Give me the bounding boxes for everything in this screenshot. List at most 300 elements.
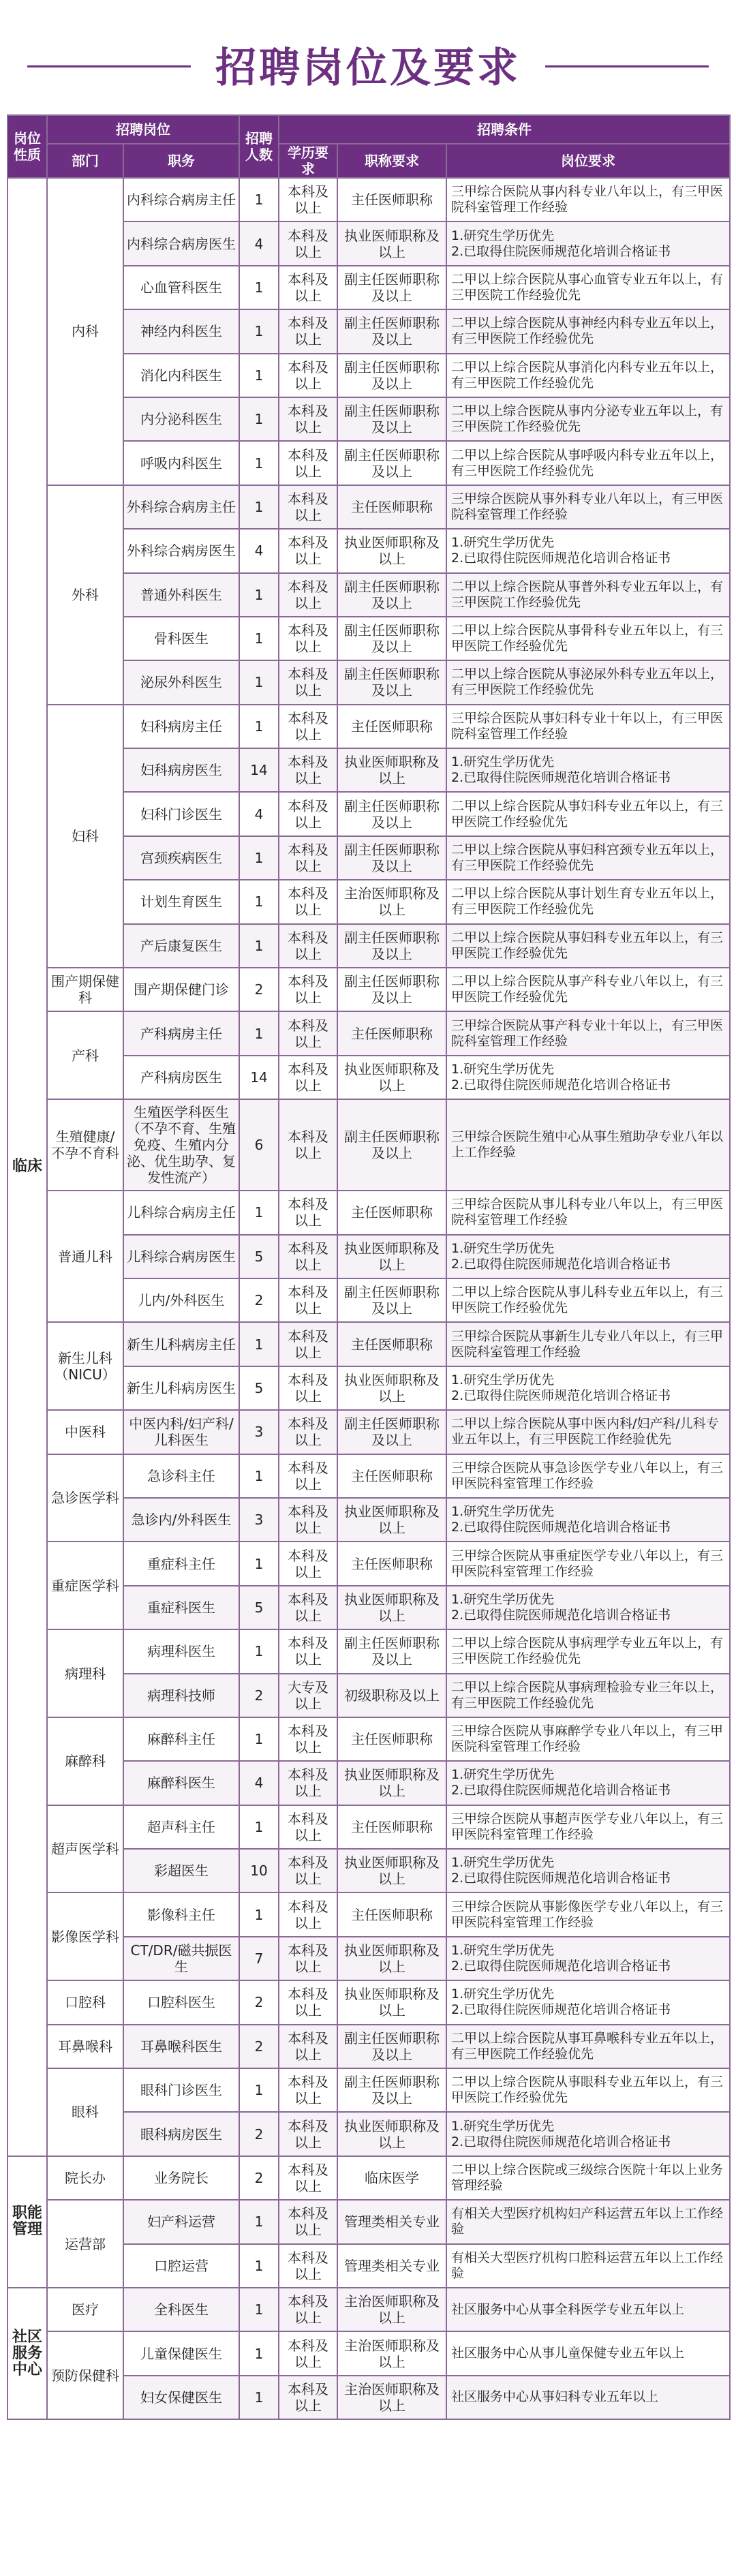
cell-req: 1.研究生学历优先 2.已取得住院医师规范化培训合格证书	[446, 1235, 730, 1278]
cell-duty: 妇产科运营	[123, 2200, 239, 2243]
table-header	[7, 115, 730, 178]
table-row	[7, 1322, 730, 1366]
cell-duty: 宫颈疾病医生	[123, 836, 239, 880]
cell-req: 1.研究生学历优先 2.已取得住院医师规范化培训合格证书	[446, 1937, 730, 1980]
cell-edu: 本科及以上	[279, 924, 337, 968]
cell-req: 二甲以上综合医院或三级综合医院十年以上业务管理经验	[446, 2156, 730, 2200]
cell-rank: 执业医师职称及以上	[337, 748, 446, 792]
cell-count: 1	[239, 617, 279, 660]
cell-edu: 本科及以上	[279, 221, 337, 265]
cell-edu: 本科及以上	[279, 1761, 337, 1805]
cell-req: 1.研究生学历优先 2.已取得住院医师规范化培训合格证书	[446, 748, 730, 792]
table-row	[7, 1629, 730, 1673]
cell-edu: 本科及以上	[279, 178, 337, 221]
table-row	[7, 1454, 730, 1498]
cell-edu: 本科及以上	[279, 1011, 337, 1055]
header-conditions: 招聘条件	[279, 115, 730, 144]
cell-dept: 围产期保健科	[47, 968, 123, 1011]
header-position-group: 招聘岗位	[47, 115, 239, 144]
cell-count: 2	[239, 2156, 279, 2200]
table-row	[7, 1191, 730, 1234]
cell-dept: 妇科	[47, 705, 123, 968]
cell-req: 二甲以上综合医院从事骨科专业五年以上，有三甲医院工作经验优先	[446, 617, 730, 660]
cell-dept: 眼科	[47, 2068, 123, 2156]
cell-edu: 本科及以上	[279, 1586, 337, 1629]
cell-duty: 急诊科主任	[123, 1454, 239, 1498]
cell-count: 5	[239, 1235, 279, 1278]
cell-duty: CT/DR/磁共振医生	[123, 1937, 239, 1980]
cell-count: 1	[239, 1892, 279, 1936]
cell-duty: 内分泌科医生	[123, 397, 239, 441]
title-divider-right	[545, 65, 709, 67]
cell-rank: 管理类相关专业	[337, 2200, 446, 2243]
cell-count: 1	[239, 485, 279, 529]
table-row	[7, 2156, 730, 2200]
cell-edu: 本科及以上	[279, 1892, 337, 1936]
cell-duty: 产科病房主任	[123, 1011, 239, 1055]
table-row	[7, 1542, 730, 1585]
table-row	[7, 2331, 730, 2375]
cell-edu: 本科及以上	[279, 2244, 337, 2288]
cell-edu: 大专及以上	[279, 1674, 337, 1717]
cell-req: 社区服务中心从事儿童保健专业五年以上	[446, 2331, 730, 2375]
cell-rank: 副主任医师职称及以上	[337, 1278, 446, 1322]
cell-req: 二甲以上综合医院从事产科专业八年以上，有三甲医院工作经验优先	[446, 968, 730, 1011]
cell-count: 1	[239, 573, 279, 617]
table-row	[7, 1805, 730, 1849]
cell-edu: 本科及以上	[279, 1056, 337, 1099]
cell-rank: 副主任医师职称及以上	[337, 924, 446, 968]
cell-duty: 全科医生	[123, 2288, 239, 2331]
cell-dept: 外科	[47, 485, 123, 705]
cell-count: 2	[239, 2025, 279, 2068]
cell-duty: 妇科病房医生	[123, 748, 239, 792]
cell-duty: 内科综合病房医生	[123, 221, 239, 265]
cell-edu: 本科及以上	[279, 573, 337, 617]
cell-edu: 本科及以上	[279, 1937, 337, 1980]
cell-req: 二甲以上综合医院从事消化内科专业五年以上，有三甲医院工作经验优先	[446, 354, 730, 397]
cell-count: 1	[239, 178, 279, 221]
cell-rank: 执业医师职称及以上	[337, 1235, 446, 1278]
cell-duty: 产科病房医生	[123, 1056, 239, 1099]
cell-count: 1	[239, 2331, 279, 2375]
cell-dept: 麻醉科	[47, 1717, 123, 1805]
cell-edu: 本科及以上	[279, 309, 337, 353]
cell-req: 1.研究生学历优先 2.已取得住院医师规范化培训合格证书	[446, 529, 730, 572]
table-row	[7, 1011, 730, 1055]
table-row	[7, 1410, 730, 1454]
cell-count: 5	[239, 1586, 279, 1629]
cell-duty: 外科综合病房主任	[123, 485, 239, 529]
header-duty: 职务	[123, 144, 239, 178]
cell-count: 3	[239, 1410, 279, 1454]
cell-rank: 执业医师职称及以上	[337, 1586, 446, 1629]
cell-duty: 外科综合病房医生	[123, 529, 239, 572]
cell-edu: 本科及以上	[279, 748, 337, 792]
cell-edu: 本科及以上	[279, 2025, 337, 2068]
cell-count: 14	[239, 1056, 279, 1099]
cell-nature: 临床	[7, 178, 47, 2156]
cell-dept: 口腔科	[47, 1980, 123, 2024]
cell-edu: 本科及以上	[279, 617, 337, 660]
cell-edu: 本科及以上	[279, 1629, 337, 1673]
cell-req: 二甲以上综合医院从事内分泌专业五年以上，有三甲医院工作经验优先	[446, 397, 730, 441]
cell-duty: 眼科病房医生	[123, 2112, 239, 2156]
cell-edu: 本科及以上	[279, 660, 337, 704]
cell-req: 二甲以上综合医院从事病理检验专业三年以上，有三甲医院工作经验优先	[446, 1674, 730, 1717]
cell-duty: 眼科门诊医生	[123, 2068, 239, 2112]
table-row	[7, 705, 730, 748]
cell-edu: 本科及以上	[279, 1805, 337, 1849]
cell-count: 6	[239, 1099, 279, 1191]
cell-req: 三甲综合医院从事急诊医学专业八年以上，有三甲医院科室管理工作经验	[446, 1454, 730, 1498]
cell-duty: 内科综合病房主任	[123, 178, 239, 221]
table-body	[7, 178, 730, 2419]
cell-req: 二甲以上综合医院从事计划生育专业五年以上，有三甲医院工作经验优先	[446, 880, 730, 923]
cell-edu: 本科及以上	[279, 1542, 337, 1585]
cell-rank: 主任医师职称	[337, 1322, 446, 1366]
cell-count: 2	[239, 968, 279, 1011]
cell-dept: 病理科	[47, 1629, 123, 1717]
table-row	[7, 2288, 730, 2331]
cell-count: 1	[239, 2376, 279, 2419]
page-title: 招聘岗位及要求	[215, 44, 521, 92]
cell-req: 三甲综合医院从事儿科专业八年以上，有三甲医院科室管理工作经验	[446, 1191, 730, 1234]
cell-req: 社区服务中心从事全科医学专业五年以上	[446, 2288, 730, 2331]
cell-req: 三甲综合医院从事超声医学专业八年以上，有三甲医院科室管理工作经验	[446, 1805, 730, 1849]
cell-count: 1	[239, 1322, 279, 1366]
cell-edu: 本科及以上	[279, 266, 337, 309]
cell-req: 三甲综合医院从事重症医学专业八年以上，有三甲医院科室管理工作经验	[446, 1542, 730, 1585]
cell-count: 2	[239, 1674, 279, 1717]
cell-req: 二甲以上综合医院从事妇科宫颈专业五年以上，有三甲医院工作经验优先	[446, 836, 730, 880]
cell-duty: 骨科医生	[123, 617, 239, 660]
cell-rank: 执业医师职称及以上	[337, 2112, 446, 2156]
cell-edu: 本科及以上	[279, 1498, 337, 1542]
cell-req: 二甲以上综合医院从事病理学专业五年以上，有三甲医院工作经验优先	[446, 1629, 730, 1673]
cell-count: 7	[239, 1937, 279, 1980]
cell-rank: 主任医师职称	[337, 1717, 446, 1761]
cell-req: 二甲以上综合医院从事泌尿外科专业五年以上，有三甲医院工作经验优先	[446, 660, 730, 704]
cell-req: 有相关大型医疗机构口腔科运营五年以上工作经验	[446, 2244, 730, 2288]
cell-duty: 儿内/外科医生	[123, 1278, 239, 1322]
cell-rank: 执业医师职称及以上	[337, 1849, 446, 1892]
cell-rank: 执业医师职称及以上	[337, 1056, 446, 1099]
cell-rank: 执业医师职称及以上	[337, 1761, 446, 1805]
cell-dept: 超声医学科	[47, 1805, 123, 1893]
cell-rank: 副主任医师职称及以上	[337, 266, 446, 309]
cell-rank: 副主任医师职称及以上	[337, 1629, 446, 1673]
cell-edu: 本科及以上	[279, 1366, 337, 1410]
cell-edu: 本科及以上	[279, 880, 337, 923]
cell-rank: 副主任医师职称及以上	[337, 617, 446, 660]
cell-rank: 主任医师职称	[337, 1542, 446, 1585]
cell-count: 10	[239, 1849, 279, 1892]
cell-dept: 医疗	[47, 2288, 123, 2331]
cell-count: 2	[239, 2112, 279, 2156]
cell-nature: 职能管理	[7, 2156, 47, 2288]
cell-duty: 口腔运营	[123, 2244, 239, 2288]
cell-rank: 执业医师职称及以上	[337, 1498, 446, 1542]
cell-count: 1	[239, 836, 279, 880]
cell-edu: 本科及以上	[279, 1454, 337, 1498]
cell-rank: 主治医师职称及以上	[337, 2331, 446, 2375]
cell-count: 1	[239, 2068, 279, 2112]
cell-edu: 本科及以上	[279, 1410, 337, 1454]
cell-count: 1	[239, 1191, 279, 1234]
table-row	[7, 2025, 730, 2068]
cell-dept: 产科	[47, 1011, 123, 1099]
cell-duty: 耳鼻喉科医生	[123, 2025, 239, 2068]
cell-duty: 儿科综合病房主任	[123, 1191, 239, 1234]
cell-edu: 本科及以上	[279, 1191, 337, 1234]
cell-duty: 妇科门诊医生	[123, 792, 239, 835]
cell-rank: 副主任医师职称及以上	[337, 792, 446, 835]
cell-duty: 彩超医生	[123, 1849, 239, 1892]
cell-rank: 主任医师职称	[337, 705, 446, 748]
table-row	[7, 2068, 730, 2112]
table-row	[7, 1892, 730, 1936]
header-req: 岗位要求	[446, 144, 730, 178]
cell-count: 14	[239, 748, 279, 792]
cell-count: 4	[239, 792, 279, 835]
cell-count: 3	[239, 1498, 279, 1542]
cell-edu: 本科及以上	[279, 2288, 337, 2331]
cell-edu: 本科及以上	[279, 968, 337, 1011]
cell-rank: 副主任医师职称及以上	[337, 397, 446, 441]
cell-count: 1	[239, 660, 279, 704]
cell-edu: 本科及以上	[279, 2156, 337, 2200]
cell-req: 1.研究生学历优先 2.已取得住院医师规范化培训合格证书	[446, 1761, 730, 1805]
cell-edu: 本科及以上	[279, 1235, 337, 1278]
cell-dept: 内科	[47, 178, 123, 485]
cell-rank: 执业医师职称及以上	[337, 1366, 446, 1410]
cell-edu: 本科及以上	[279, 354, 337, 397]
cell-edu: 本科及以上	[279, 2376, 337, 2419]
cell-count: 1	[239, 309, 279, 353]
cell-edu: 本科及以上	[279, 2331, 337, 2375]
cell-req: 二甲以上综合医院从事心血管专业五年以上，有三甲医院工作经验优先	[446, 266, 730, 309]
cell-rank: 主任医师职称	[337, 1805, 446, 1849]
cell-duty: 产后康复医生	[123, 924, 239, 968]
cell-rank: 主任医师职称	[337, 1454, 446, 1498]
cell-edu: 本科及以上	[279, 485, 337, 529]
cell-count: 1	[239, 2200, 279, 2243]
cell-duty: 业务院长	[123, 2156, 239, 2200]
cell-edu: 本科及以上	[279, 792, 337, 835]
cell-edu: 本科及以上	[279, 1849, 337, 1892]
cell-dept: 影像医学科	[47, 1892, 123, 1980]
cell-rank: 副主任医师职称及以上	[337, 836, 446, 880]
cell-req: 1.研究生学历优先 2.已取得住院医师规范化培训合格证书	[446, 2112, 730, 2156]
cell-duty: 麻醉科医生	[123, 1761, 239, 1805]
cell-rank: 主任医师职称	[337, 1011, 446, 1055]
cell-req: 二甲以上综合医院从事妇科专业五年以上，有三甲医院工作经验优先	[446, 792, 730, 835]
cell-count: 1	[239, 266, 279, 309]
cell-duty: 呼吸内科医生	[123, 441, 239, 485]
cell-rank: 主任医师职称	[337, 178, 446, 221]
cell-req: 三甲综合医院从事麻醉学专业八年以上，有三甲医院科室管理工作经验	[446, 1717, 730, 1761]
cell-req: 1.研究生学历优先 2.已取得住院医师规范化培训合格证书	[446, 1980, 730, 2024]
cell-rank: 执业医师职称及以上	[337, 529, 446, 572]
cell-rank: 副主任医师职称及以上	[337, 660, 446, 704]
cell-count: 4	[239, 1761, 279, 1805]
header-edu: 学历要求	[279, 144, 337, 178]
cell-edu: 本科及以上	[279, 1099, 337, 1191]
cell-req: 1.研究生学历优先 2.已取得住院医师规范化培训合格证书	[446, 1849, 730, 1892]
cell-rank: 副主任医师职称及以上	[337, 1410, 446, 1454]
cell-req: 三甲综合医院从事外科专业八年以上，有三甲医院科室管理工作经验	[446, 485, 730, 529]
cell-rank: 管理类相关专业	[337, 2244, 446, 2288]
cell-rank: 执业医师职称及以上	[337, 1980, 446, 2024]
cell-duty: 急诊内/外科医生	[123, 1498, 239, 1542]
table-row	[7, 1980, 730, 2024]
cell-edu: 本科及以上	[279, 441, 337, 485]
cell-count: 1	[239, 1805, 279, 1849]
cell-req: 1.研究生学历优先 2.已取得住院医师规范化培训合格证书	[446, 1366, 730, 1410]
cell-duty: 超声科主任	[123, 1805, 239, 1849]
cell-count: 1	[239, 1717, 279, 1761]
cell-req: 三甲综合医院生殖中心从事生殖助孕专业八年以上工作经验	[446, 1099, 730, 1191]
cell-req: 二甲以上综合医院从事神经内科专业五年以上，有三甲医院工作经验优先	[446, 309, 730, 353]
table-row	[7, 178, 730, 221]
table-row	[7, 2200, 730, 2243]
title-area	[0, 0, 736, 123]
cell-edu: 本科及以上	[279, 705, 337, 748]
cell-duty: 重症科主任	[123, 1542, 239, 1585]
cell-count: 4	[239, 529, 279, 572]
cell-rank: 初级职称及以上	[337, 1674, 446, 1717]
cell-dept: 运营部	[47, 2200, 123, 2288]
cell-rank: 主任医师职称	[337, 485, 446, 529]
cell-rank: 副主任医师职称及以上	[337, 354, 446, 397]
cell-rank: 执业医师职称及以上	[337, 221, 446, 265]
cell-req: 二甲以上综合医院从事中医内科/妇产科/儿科专业五年以上，有三甲医院工作经验优先	[446, 1410, 730, 1454]
cell-req: 1.研究生学历优先 2.已取得住院医师规范化培训合格证书	[446, 1498, 730, 1542]
cell-duty: 泌尿外科医生	[123, 660, 239, 704]
cell-duty: 口腔科医生	[123, 1980, 239, 2024]
cell-count: 5	[239, 1366, 279, 1410]
cell-count: 2	[239, 1278, 279, 1322]
cell-count: 1	[239, 705, 279, 748]
table-row	[7, 485, 730, 529]
cell-rank: 副主任医师职称及以上	[337, 1099, 446, 1191]
table-row	[7, 968, 730, 1011]
header-rank: 职称要求	[337, 144, 446, 178]
cell-duty: 计划生育医生	[123, 880, 239, 923]
cell-req: 二甲以上综合医院从事儿科专业五年以上，有三甲医院工作经验优先	[446, 1278, 730, 1322]
cell-duty: 神经内科医生	[123, 309, 239, 353]
header-dept: 部门	[47, 144, 123, 178]
cell-nature: 社区服务中心	[7, 2288, 47, 2419]
cell-rank: 副主任医师职称及以上	[337, 2025, 446, 2068]
cell-count: 1	[239, 1454, 279, 1498]
cell-req: 三甲综合医院从事妇科专业十年以上，有三甲医院科室管理工作经验	[446, 705, 730, 748]
cell-duty: 病理科技师	[123, 1674, 239, 1717]
cell-edu: 本科及以上	[279, 529, 337, 572]
cell-duty: 中医内科/妇产科/儿科医生	[123, 1410, 239, 1454]
cell-duty: 妇女保健医生	[123, 2376, 239, 2419]
cell-duty: 心血管科医生	[123, 266, 239, 309]
cell-dept: 中医科	[47, 1410, 123, 1454]
cell-req: 有相关大型医疗机构妇产科运营五年以上工作经验	[446, 2200, 730, 2243]
cell-rank: 副主任医师职称及以上	[337, 2068, 446, 2112]
cell-duty: 消化内科医生	[123, 354, 239, 397]
recruitment-table	[7, 114, 731, 2420]
cell-dept: 耳鼻喉科	[47, 2025, 123, 2068]
table-row	[7, 1099, 730, 1191]
cell-req: 三甲综合医院从事内科专业八年以上，有三甲医院科室管理工作经验	[446, 178, 730, 221]
cell-req: 三甲综合医院从事影像医学专业八年以上，有三甲医院科室管理工作经验	[446, 1892, 730, 1936]
cell-duty: 病理科医生	[123, 1629, 239, 1673]
cell-count: 4	[239, 221, 279, 265]
cell-rank: 副主任医师职称及以上	[337, 309, 446, 353]
cell-count: 1	[239, 397, 279, 441]
cell-rank: 主任医师职称	[337, 1191, 446, 1234]
header-count: 招聘人数	[239, 115, 279, 178]
cell-req: 三甲综合医院从事新生儿专业八年以上，有三甲医院科室管理工作经验	[446, 1322, 730, 1366]
cell-count: 1	[239, 2288, 279, 2331]
cell-rank: 主治医师职称及以上	[337, 2376, 446, 2419]
cell-dept: 生殖健康/不孕不育科	[47, 1099, 123, 1191]
cell-duty: 儿科综合病房医生	[123, 1235, 239, 1278]
cell-req: 社区服务中心从事妇科专业五年以上	[446, 2376, 730, 2419]
cell-req: 二甲以上综合医院从事妇科专业五年以上，有三甲医院工作经验优先	[446, 924, 730, 968]
cell-dept: 普通儿科	[47, 1191, 123, 1322]
cell-edu: 本科及以上	[279, 1322, 337, 1366]
cell-duty: 重症科医生	[123, 1586, 239, 1629]
cell-edu: 本科及以上	[279, 1278, 337, 1322]
cell-duty: 新生儿科病房医生	[123, 1366, 239, 1410]
cell-count: 1	[239, 924, 279, 968]
cell-req: 三甲综合医院从事产科专业十年以上，有三甲医院科室管理工作经验	[446, 1011, 730, 1055]
cell-edu: 本科及以上	[279, 836, 337, 880]
cell-duty: 妇科病房主任	[123, 705, 239, 748]
cell-dept: 重症医学科	[47, 1542, 123, 1629]
cell-count: 1	[239, 2244, 279, 2288]
cell-rank: 副主任医师职称及以上	[337, 968, 446, 1011]
cell-req: 二甲以上综合医院从事耳鼻喉科专业五年以上，有三甲医院工作经验优先	[446, 2025, 730, 2068]
cell-count: 1	[239, 880, 279, 923]
cell-edu: 本科及以上	[279, 1980, 337, 2024]
cell-rank: 临床医学	[337, 2156, 446, 2200]
header-nature: 岗位性质	[7, 115, 47, 178]
cell-duty: 麻醉科主任	[123, 1717, 239, 1761]
cell-edu: 本科及以上	[279, 2068, 337, 2112]
cell-rank: 主治医师职称及以上	[337, 880, 446, 923]
cell-edu: 本科及以上	[279, 2112, 337, 2156]
cell-dept: 急诊医学科	[47, 1454, 123, 1542]
cell-dept: 新生儿科（NICU）	[47, 1322, 123, 1410]
cell-duty: 围产期保健门诊	[123, 968, 239, 1011]
cell-duty: 新生儿科病房主任	[123, 1322, 239, 1366]
cell-rank: 主任医师职称	[337, 1892, 446, 1936]
cell-count: 1	[239, 441, 279, 485]
cell-duty: 生殖医学科医生（不孕不育、生殖免疫、生殖内分泌、优生助孕、复发性流产）	[123, 1099, 239, 1191]
cell-rank: 副主任医师职称及以上	[337, 573, 446, 617]
cell-dept: 预防保健科	[47, 2331, 123, 2419]
cell-req: 二甲以上综合医院从事呼吸内科专业五年以上，有三甲医院工作经验优先	[446, 441, 730, 485]
cell-edu: 本科及以上	[279, 1717, 337, 1761]
cell-count: 1	[239, 1011, 279, 1055]
cell-req: 1.研究生学历优先 2.已取得住院医师规范化培训合格证书	[446, 1586, 730, 1629]
cell-duty: 儿童保健医生	[123, 2331, 239, 2375]
cell-edu: 本科及以上	[279, 2200, 337, 2243]
cell-dept: 院长办	[47, 2156, 123, 2200]
cell-count: 2	[239, 1980, 279, 2024]
table-row	[7, 1717, 730, 1761]
cell-edu: 本科及以上	[279, 397, 337, 441]
